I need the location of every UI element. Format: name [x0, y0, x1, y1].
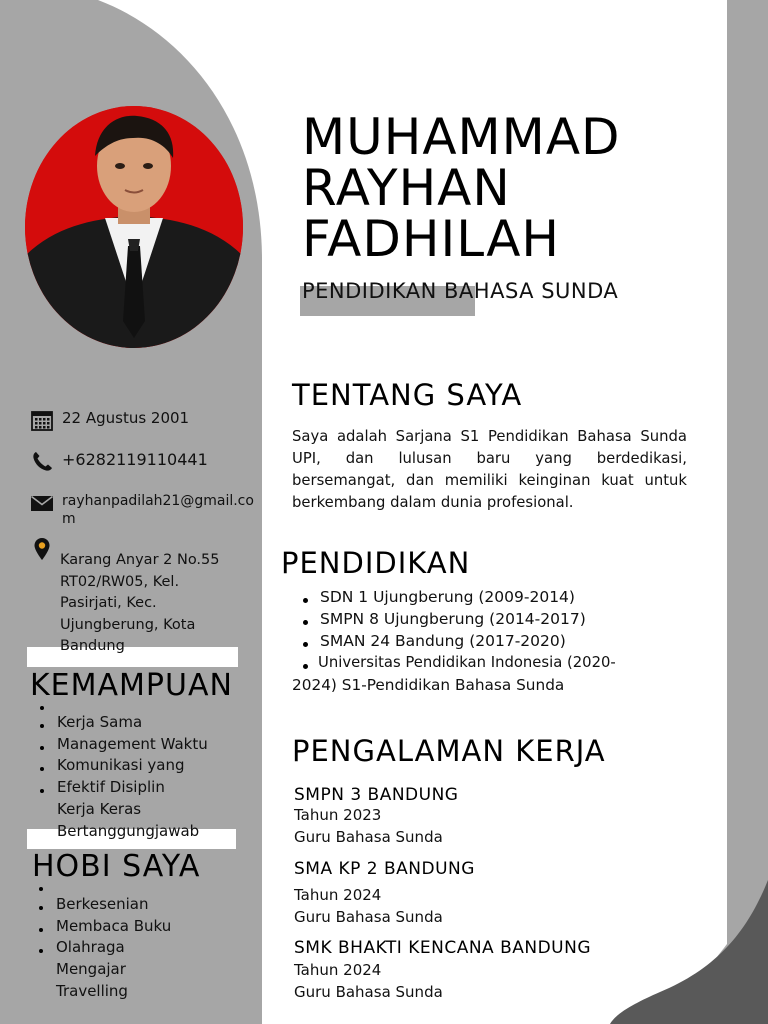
- hobbies-list: [56, 894, 171, 1003]
- job-role: Guru Bahasa Sunda: [294, 828, 443, 846]
- email-text[interactable]: rayhanpadilah21@gmail.com: [62, 493, 254, 527]
- profile-photo: [25, 106, 243, 348]
- list-item: SMPN 8 Ujungberung (2014-2017): [292, 608, 632, 630]
- name-line: RAYHAN: [302, 159, 511, 217]
- envelope-icon: [30, 492, 54, 516]
- name-line: FADHILAH: [302, 210, 561, 268]
- list-bullet: [39, 887, 43, 891]
- about-heading: TENTANG SAYA: [292, 378, 523, 412]
- education-list: [292, 586, 632, 696]
- list-item: Efektif Disiplin: [57, 777, 208, 799]
- list-item: Membaca Buku: [56, 916, 171, 938]
- job-place: SMK BHAKTI KENCANA BANDUNG: [294, 938, 592, 958]
- list-bullet: [40, 706, 44, 710]
- list-item: Kerja Sama: [57, 712, 208, 734]
- education-heading: PENDIDIKAN: [281, 546, 471, 580]
- list-item: Olahraga: [56, 937, 171, 959]
- job-year: Tahun 2024: [294, 961, 382, 979]
- job-year: Tahun 2023: [294, 806, 382, 824]
- about-text: Saya adalah Sarjana S1 Pendidikan Bahasa Sunda UPI, dan lulusan baru yang berdedikasi, bersemangat, dan memiliki keinginan kuat untuk berkembang dalam dunia profesional.: [292, 428, 687, 511]
- name-line: MUHAMMAD: [302, 108, 621, 166]
- list-item: Mengajar: [56, 960, 126, 979]
- list-item: SDN 1 Ujungberung (2009-2014): [292, 586, 632, 608]
- full-name: [302, 108, 621, 268]
- job-year: Tahun 2024: [294, 886, 382, 904]
- skills-heading: KEMAMPUAN: [30, 668, 233, 703]
- address-text: Karang Anyar 2 No.55 RT02/RW05, Kel. Pasirjati, Kec. Ujungberung, Kota Bandung: [60, 552, 220, 654]
- list-item: Universitas Pendidikan Indonesia (2020-: [292, 652, 632, 674]
- job-place: SMPN 3 BANDUNG: [294, 785, 459, 805]
- list-item: SMAN 24 Bandung (2017-2020): [292, 630, 632, 652]
- location-pin-icon: [30, 537, 54, 561]
- skills-list: [57, 712, 208, 842]
- job-subtitle: PENDIDIKAN BAHASA SUNDA: [302, 279, 619, 303]
- hobbies-heading: HOBI SAYA: [32, 849, 201, 884]
- phone-text: +6282119110441: [62, 450, 208, 469]
- list-item: Berkesenian: [56, 894, 171, 916]
- job-place: SMA KP 2 BANDUNG: [294, 859, 475, 879]
- list-item: Kerja Keras: [57, 799, 142, 818]
- job-role: Guru Bahasa Sunda: [294, 983, 443, 1001]
- list-item: Travelling: [56, 981, 128, 1000]
- job-role: Guru Bahasa Sunda: [294, 908, 443, 926]
- list-item-continuation: 2024) S1-Pendidikan Bahasa Sunda: [292, 676, 565, 694]
- phone-icon: [30, 450, 54, 474]
- right-edge-strip: [727, 0, 768, 1024]
- calendar-icon: [30, 409, 54, 433]
- experience-heading: PENGALAMAN KERJA: [292, 734, 606, 768]
- list-item: Bertanggungjawab: [57, 821, 200, 840]
- list-item: Management Waktu: [57, 734, 208, 756]
- list-item: Komunikasi yang: [57, 755, 208, 777]
- birthdate-text: 22 Agustus 2001: [62, 409, 190, 427]
